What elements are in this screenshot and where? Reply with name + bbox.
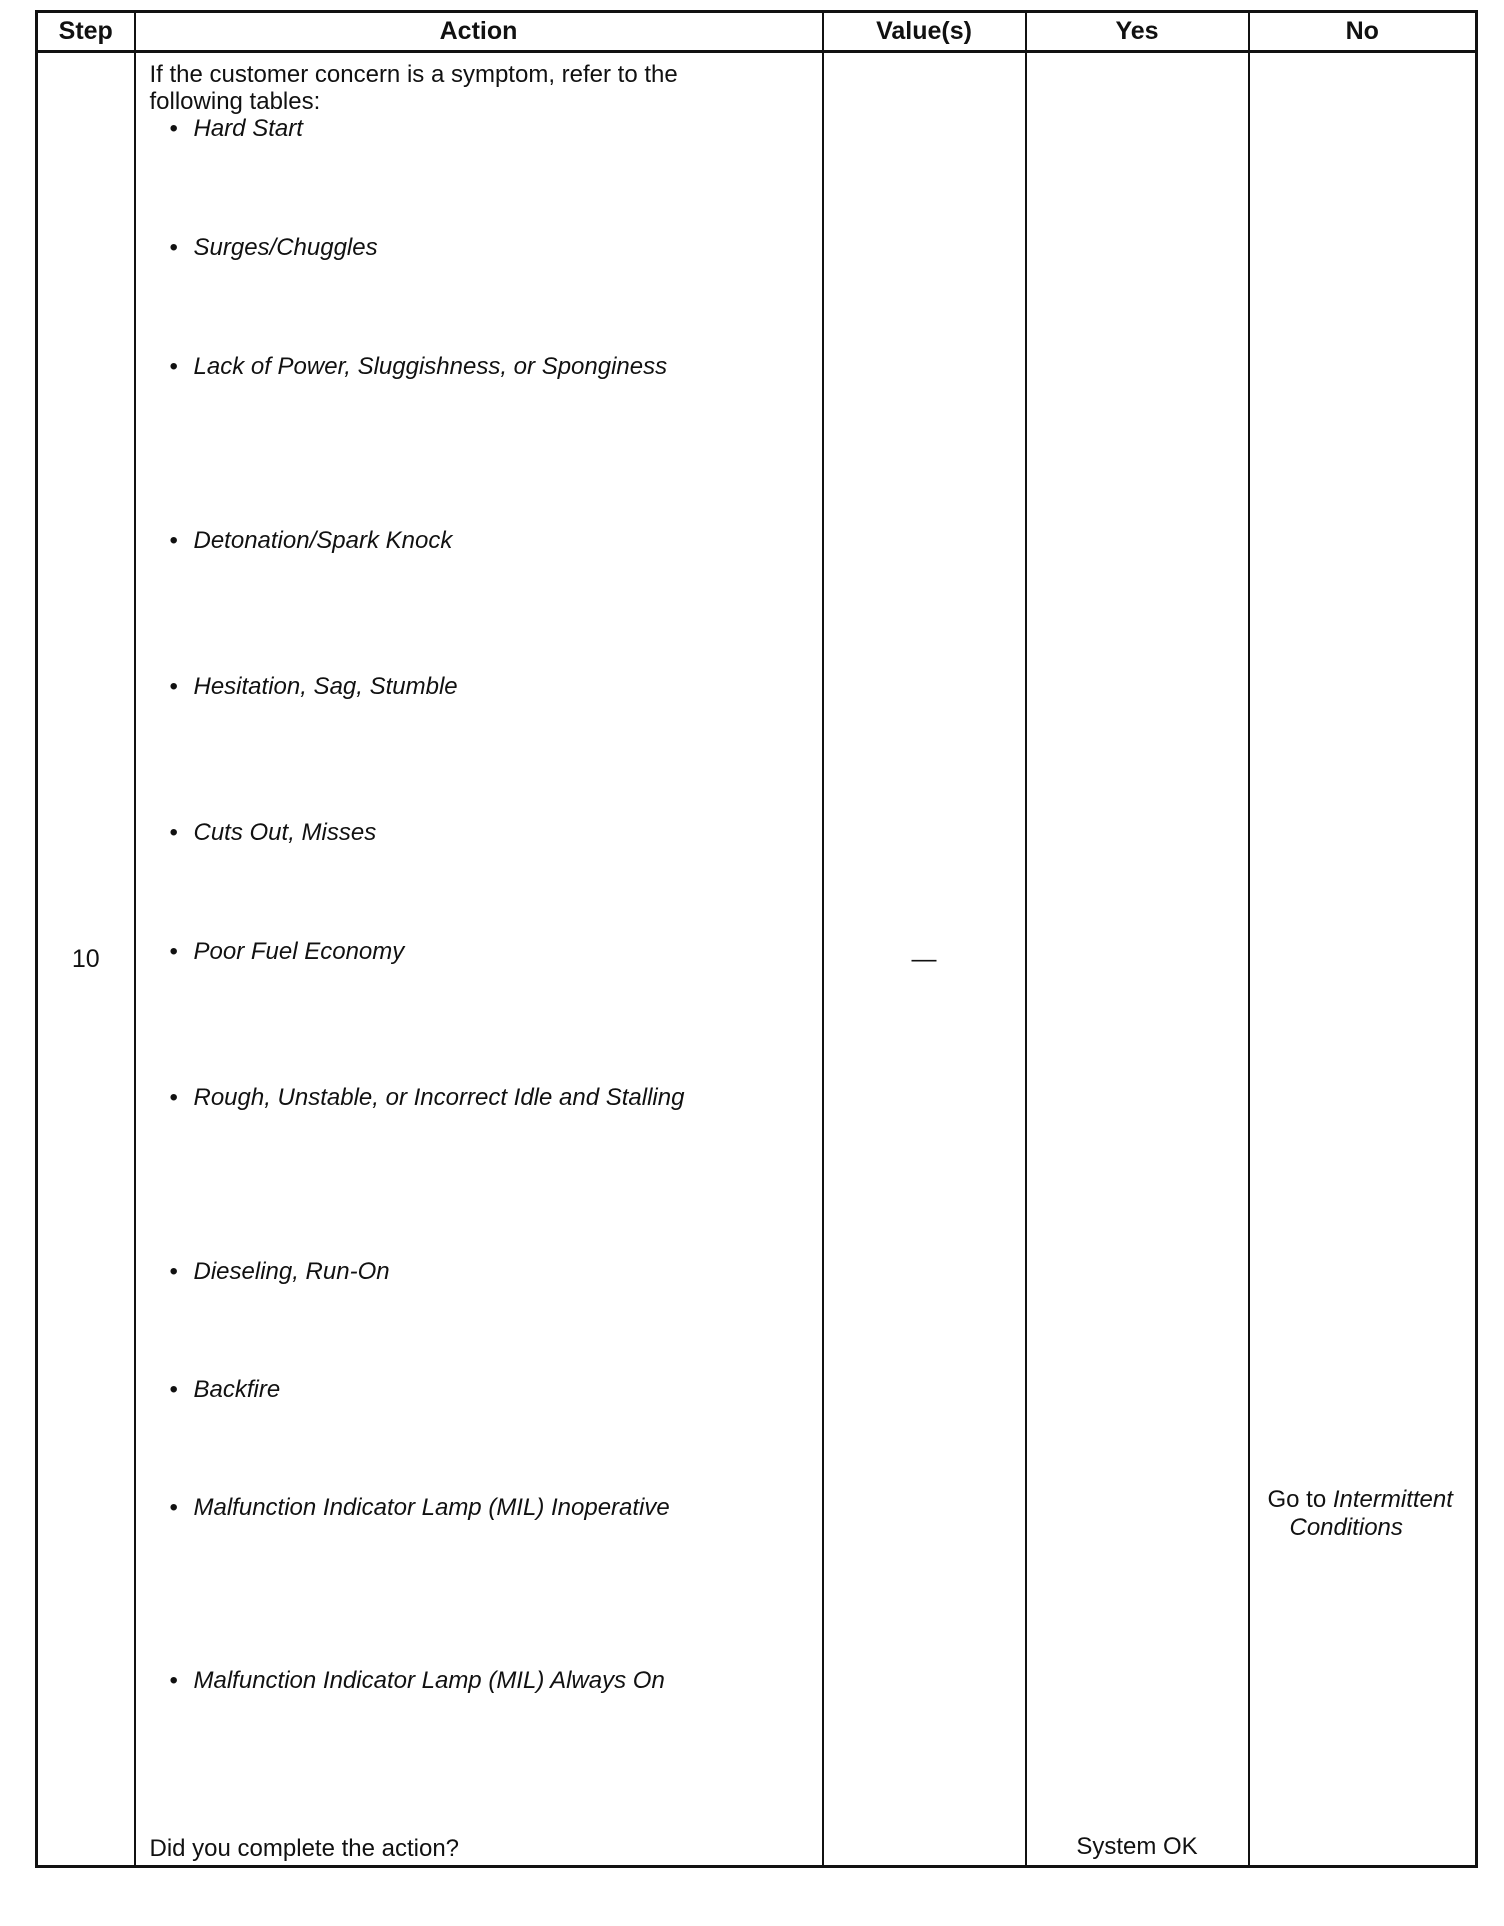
symptom-label: Rough, Unstable, or Incorrect Idle and Stalling [193,1084,685,1111]
symptom-item-surges [170,234,378,262]
table-row [37,52,1477,1867]
header-no: No [1249,12,1477,52]
header-yes: Yes [1026,12,1249,52]
symptom-label: Poor Fuel Economy [193,938,405,965]
bullet-icon: • [169,115,178,142]
header-values: Value(s) [823,12,1026,52]
header-action: Action [135,12,823,52]
no-prefix: Go to [1267,1486,1327,1513]
bullet-icon: • [169,1494,178,1521]
no-link-part1: Intermittent [1332,1486,1453,1513]
no-link-part2: Conditions [1289,1514,1403,1541]
yes-result: System OK [1076,1833,1198,1860]
symptom-label: Malfunction Indicator Lamp (MIL) Always On [193,1667,665,1694]
symptom-label: Malfunction Indicator Lamp (MIL) Inoperative [193,1494,670,1521]
no-result [1268,1486,1478,1542]
bullet-icon: • [169,1084,178,1111]
symptom-label: Detonation/Spark Knock [193,527,453,554]
action-cell [135,52,823,1867]
bullet-icon: • [169,938,178,965]
bullet-icon: • [169,673,178,700]
symptom-label: Hard Start [193,115,303,142]
bullet-icon: • [169,1258,178,1285]
header-step: Step [37,12,135,52]
no-cell [1249,52,1477,1867]
symptom-label: Lack of Power, Sluggishness, or Sponginess [193,353,668,380]
bullet-icon: • [169,819,178,846]
step-number: 10 [37,52,135,1867]
diagnostic-table [35,10,1478,1868]
bullet-icon: • [169,353,178,380]
yes-cell [1026,52,1249,1867]
symptom-item-detonation [170,527,453,555]
symptom-item-cuts-out [170,819,377,847]
symptom-label: Hesitation, Sag, Stumble [193,673,458,700]
symptom-item-rough-idle [170,1084,685,1112]
symptom-item-mil-always-on [170,1667,665,1695]
action-intro: If the customer concern is a symptom, refer to the following tables: [149,61,678,115]
symptom-item-backfire [170,1376,281,1404]
symptom-item-poor-fuel-economy [170,938,405,966]
symptom-label: Cuts Out, Misses [193,819,377,846]
symptom-label: Dieseling, Run-On [193,1258,390,1285]
symptom-label: Backfire [193,1376,281,1403]
bullet-icon: • [169,1667,178,1694]
symptom-label: Surges/Chuggles [193,234,378,261]
bullet-icon: • [169,527,178,554]
symptom-item-lack-of-power [170,353,668,381]
value-cell: — [823,52,1026,1867]
symptom-item-mil-inoperative [170,1494,670,1522]
bullet-icon: • [169,234,178,261]
symptom-item-hesitation [170,673,458,701]
bullet-icon: • [169,1376,178,1403]
action-question: Did you complete the action? [149,1835,460,1862]
symptom-item-hard-start [170,115,303,143]
symptom-item-dieseling [170,1258,390,1286]
header-row [37,12,1477,52]
